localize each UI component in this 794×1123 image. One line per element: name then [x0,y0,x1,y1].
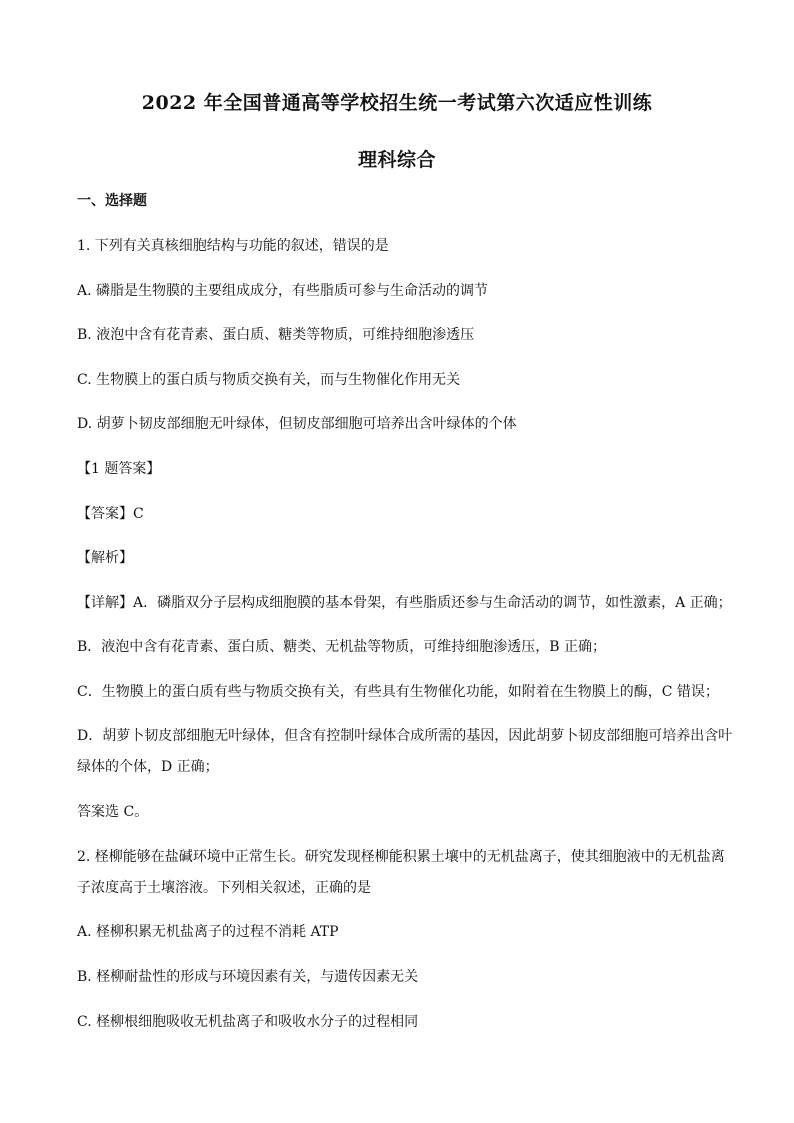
question-1-stem: 1. 下列有关真核细胞结构与功能的叙述，错误的是 [77,238,389,254]
question-2-option-a: A. 柽柳积累无机盐离子的过程不消耗 ATP [77,924,339,940]
question-1-explanation-line: 绿体的个体，D 正确； [77,759,219,775]
question-1-analysis-tag: 【解析】 [77,550,133,566]
question-1-explanation-line: 【详解】A．磷脂双分子层构成细胞膜的基本骨架，有些脂质还参与生命活动的调节，如性激素，A 正确； [77,595,732,611]
question-2-stem-line: 2. 柽柳能够在盐碱环境中正常生长。研究发现柽柳能积累土壤中的无机盐离子，使其细胞液中的无机盐离 [77,849,725,865]
section-heading: 一、选择题 [77,193,147,209]
question-1-option-a: A. 磷脂是生物膜的主要组成成分，有些脂质可参与生命活动的调节 [77,283,489,299]
question-1-explanation-line: B．液泡中含有花青素、蛋白质、糖类、无机盐等物质，可维持细胞渗透压，B 正确； [77,639,607,655]
question-1-option-c: C. 生物膜上的蛋白质与物质交换有关，而与生物催化作用无关 [77,372,461,388]
question-2-option-c: C. 柽柳根细胞吸收无机盐离子和吸收水分子的过程相同 [77,1014,419,1030]
question-1-answer-tag: 【1 题答案】 [77,461,161,477]
question-1-explanation-line: C．生物膜上的蛋白质有些与物质交换有关，有些具有生物催化功能，如附着在生物膜上的酶，C 错误； [77,684,719,700]
question-1-answer: 【答案】C [77,506,144,522]
question-1-conclusion: 答案选 C。 [77,804,149,820]
question-2-stem-line: 子浓度高于土壤溶液。下列相关叙述，正确的是 [77,880,371,896]
page-subtitle: 理科综合 [357,149,436,171]
question-2-option-b: B. 柽柳耐盐性的形成与环境因素有关，与遗传因素无关 [77,969,419,985]
question-1-option-d: D. 胡萝卜韧皮部细胞无叶绿体，但韧皮部细胞可培养出含叶绿体的个体 [77,416,517,432]
question-1-option-b: B. 液泡中含有花青素、蛋白质、糖类等物质，可维持细胞渗透压 [77,327,475,343]
question-1-explanation-line: D．胡萝卜韧皮部细胞无叶绿体，但含有控制叶绿体合成所需的基因，因此胡萝卜韧皮部细胞可培养出含叶 [77,728,733,744]
page-title: 2022 年全国普通高等学校招生统一考试第六次适应性训练 [141,92,653,114]
